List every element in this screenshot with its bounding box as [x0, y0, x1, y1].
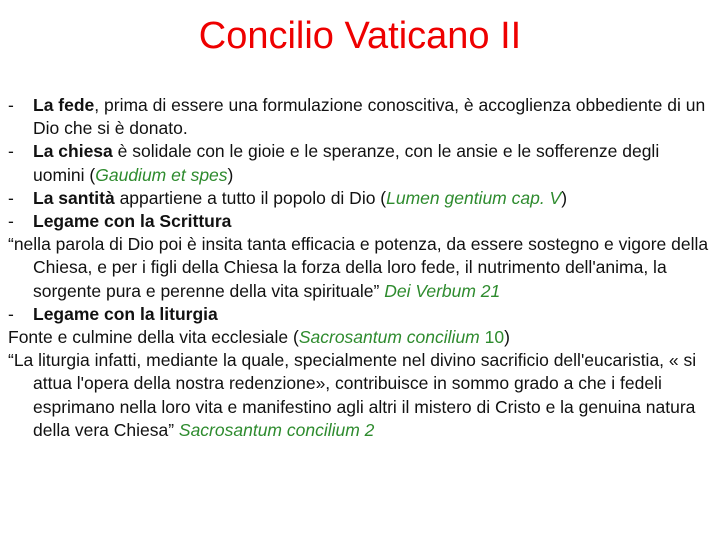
citation-number: 10: [479, 327, 505, 348]
bullet-item-santita: [8, 187, 712, 210]
slide-title: Concilio Vaticano II: [198, 15, 522, 57]
bullet-text: è solidale con le gioie e le speranze, con le ansie e le sofferenze degli uomini (: [33, 141, 660, 185]
citation: Sacrosantum concilium 2: [178, 419, 375, 440]
bullet-item-scrittura: [8, 210, 712, 233]
citation: Dei Verbum 21: [384, 280, 501, 301]
bullet-dash: -: [8, 211, 14, 232]
bullet-dash: -: [8, 141, 14, 162]
quote-text: “La liturgia infatti, mediante la quale, specialmente nel divino sacrificio dell'eucaristia, « si attua l'opera della nostra redenzione», contribuisce in sommo grado a che i fedeli esprimano nella loro vita e manifestino agli altri il mistero di Cristo e la genuina natura della vera Chiesa”: [8, 350, 697, 440]
bullet-heading: La santità: [33, 187, 115, 208]
bullet-heading: La fede: [33, 95, 95, 115]
bullet-text-end: ): [561, 187, 568, 208]
bullet-heading: Legame con la Scrittura: [33, 211, 232, 232]
bullet-text: , prima di essere una formulazione conoscitiva, è accoglienza obbediente di un Dio che si è donato.: [33, 95, 706, 139]
bullet-heading: La chiesa: [33, 141, 113, 162]
quote-dei-verbum: [8, 233, 712, 303]
citation: Sacrosantum concilium: [298, 327, 480, 348]
quote-sacrosanctum: [8, 349, 712, 442]
citation: Lumen gentium cap. V: [386, 187, 562, 208]
bullet-text-end: ): [227, 164, 234, 185]
bullet-item-liturgia: [8, 303, 712, 326]
bullet-dash: -: [8, 303, 14, 324]
bullet-heading: Legame con la liturgia: [33, 303, 218, 324]
citation: Gaudium et spes: [95, 164, 228, 185]
quote-text: “nella parola di Dio poi è insita tanta efficacia e potenza, da essere sostegno e vigore della Chiesa, e per i figli della Chiesa la forza della loro fede, il nutrimento dell'anima, la sorgente pura e perenne della vita spirituale”: [8, 234, 709, 301]
line-text: Fonte e culmine della vita ecclesiale (: [8, 327, 299, 348]
bullet-dash: -: [8, 95, 14, 115]
bullet-text: appartiene a tutto il popolo di Dio (: [114, 187, 387, 208]
bullet-dash: -: [8, 187, 14, 208]
slide-body: [8, 94, 712, 442]
bullet-item-chiesa: [8, 140, 712, 186]
line-text-end: ): [504, 327, 510, 348]
line-fonte-culmine: [8, 326, 712, 349]
bullet-item-fede: [8, 94, 712, 140]
